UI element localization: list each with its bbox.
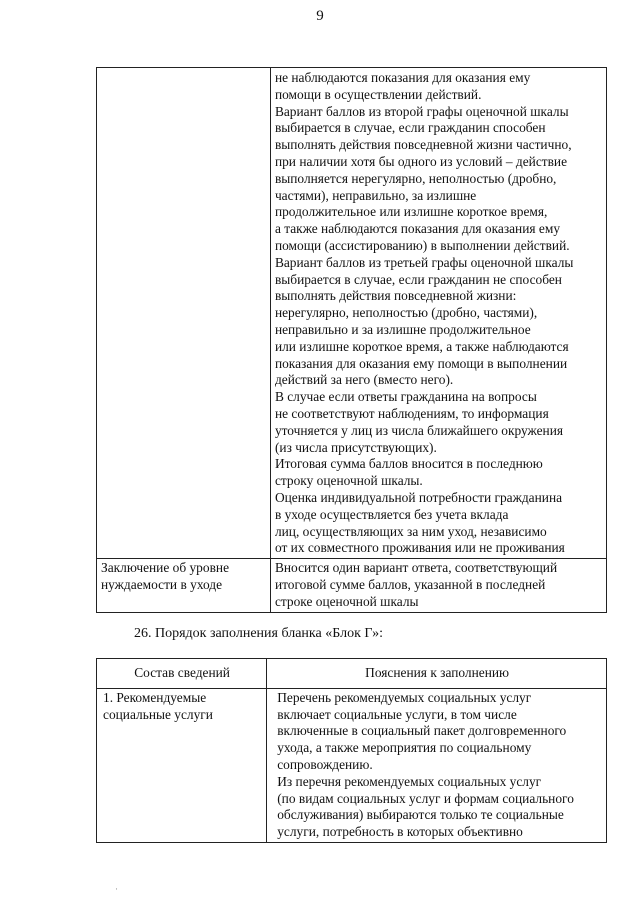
text-line: ухода, а также мероприятия по социальному xyxy=(277,740,532,756)
text-line: Перечень рекомендуемых социальных услуг xyxy=(277,689,532,705)
text-line: не соответствуют наблюдениям, то информация xyxy=(274,405,549,421)
explanation-text xyxy=(275,70,603,557)
text-line: Из перечня рекомендуемых социальных услуг xyxy=(277,773,542,789)
text-line: итоговой сумме баллов, указанной в последней xyxy=(274,576,546,592)
recommended-services-label xyxy=(103,690,263,724)
text-line: социальные услуги xyxy=(103,706,213,722)
text-line: (из числа присутствующих). xyxy=(274,439,437,455)
column-header-explanations: Пояснения к заполнению xyxy=(267,659,607,689)
text-line: строке оценочной шкалы xyxy=(274,593,419,609)
text-line: выбирается в случае, если гражданин не способен xyxy=(274,271,562,287)
text-line: выполнять действия повседневной жизни частично, xyxy=(274,137,572,153)
text-line: (по видам социальных услуг и формам социального xyxy=(277,790,574,806)
text-line: включенные в социальный пакет долговременного xyxy=(277,723,567,739)
text-line: строку оценочной шкалы. xyxy=(274,473,423,489)
text-line: уточняется у лиц из числа ближайшего окружения xyxy=(274,422,564,438)
text-line: Вариант баллов из второй графы оценочной шкалы xyxy=(274,103,569,119)
text-line: помощи (ассистированию) в выполнении действий. xyxy=(274,237,570,253)
recommended-services-text xyxy=(277,690,603,841)
text-line: нуждаемости в уходе xyxy=(101,576,223,592)
section-heading: 26. Порядок заполнения бланка «Блок Г»: xyxy=(134,626,384,641)
table-row xyxy=(97,559,607,612)
text-line: или излишне короткое время, а также наблюдаются xyxy=(274,338,569,354)
text-line: 1. Рекомендуемые xyxy=(103,689,207,705)
conclusion-text xyxy=(275,560,603,610)
text-line: Вариант баллов из третьей графы оценочной шкалы xyxy=(274,254,574,270)
text-line: сопровождению. xyxy=(277,756,373,772)
text-line: Итоговая сумма баллов вносится в последнюю xyxy=(274,456,543,472)
scan-mark: · xyxy=(115,884,118,894)
table-cell-empty xyxy=(97,68,271,559)
text-line: включает социальные услуги, в том числе xyxy=(277,706,517,722)
text-line: не наблюдаются показания для оказания ему xyxy=(274,70,531,85)
text-line: Оценка индивидуальной потребности гражданина xyxy=(274,489,563,505)
table-cell-label xyxy=(97,559,271,612)
text-line: действий за него (вместо него). xyxy=(274,372,454,388)
column-header-contents: Состав сведений xyxy=(97,659,267,689)
table-cell-explanation xyxy=(267,688,607,842)
text-line: в уходе осуществляется без учета вклада xyxy=(274,506,509,522)
text-line: В случае если ответы гражданина на вопросы xyxy=(274,389,537,405)
page-number: 9 xyxy=(316,8,324,24)
table-header-row xyxy=(97,659,607,689)
text-line: неправильно и за излишне продолжительное xyxy=(274,321,531,337)
table-cell-explanation xyxy=(270,68,606,559)
text-line: продолжительное или излишне короткое время, xyxy=(274,204,548,220)
text-line: Заключение об уровне xyxy=(101,560,230,576)
text-line: выбирается в случае, если гражданин способен xyxy=(274,120,546,136)
text-line: выполнять действия повседневной жизни: xyxy=(274,288,517,304)
text-line: а также наблюдаются показания для оказания ему xyxy=(274,221,561,237)
text-line: лиц, осуществляющих за ним уход, независимо xyxy=(274,523,547,539)
text-line: выполняется нерегулярно, неполностью (дробно, xyxy=(274,170,557,186)
block-g-table xyxy=(96,658,607,843)
text-line: помощи в осуществлении действий. xyxy=(274,86,482,102)
text-line: нерегулярно, неполностью (дробно, частями), xyxy=(274,305,538,321)
text-line: Вносится один вариант ответа, соответствующий xyxy=(274,560,558,576)
text-line: частями), неправильно, за излишне xyxy=(274,187,477,203)
text-line: при наличии хотя бы одного из условий – действие xyxy=(274,153,568,169)
table-row xyxy=(97,68,607,559)
instructions-table-continued xyxy=(96,67,607,613)
text-line: показания для оказания ему помощи в выполнении xyxy=(274,355,568,371)
conclusion-label xyxy=(101,560,267,594)
text-line: от их совместного проживания или не проживания xyxy=(274,540,565,556)
text-line: обслуживания) выбираются только те социальные xyxy=(277,807,564,823)
table-cell-explanation xyxy=(270,559,606,612)
table-cell-label xyxy=(97,688,267,842)
table-row xyxy=(97,688,607,842)
text-line: услуги, потребность в которых объективно xyxy=(277,824,523,840)
